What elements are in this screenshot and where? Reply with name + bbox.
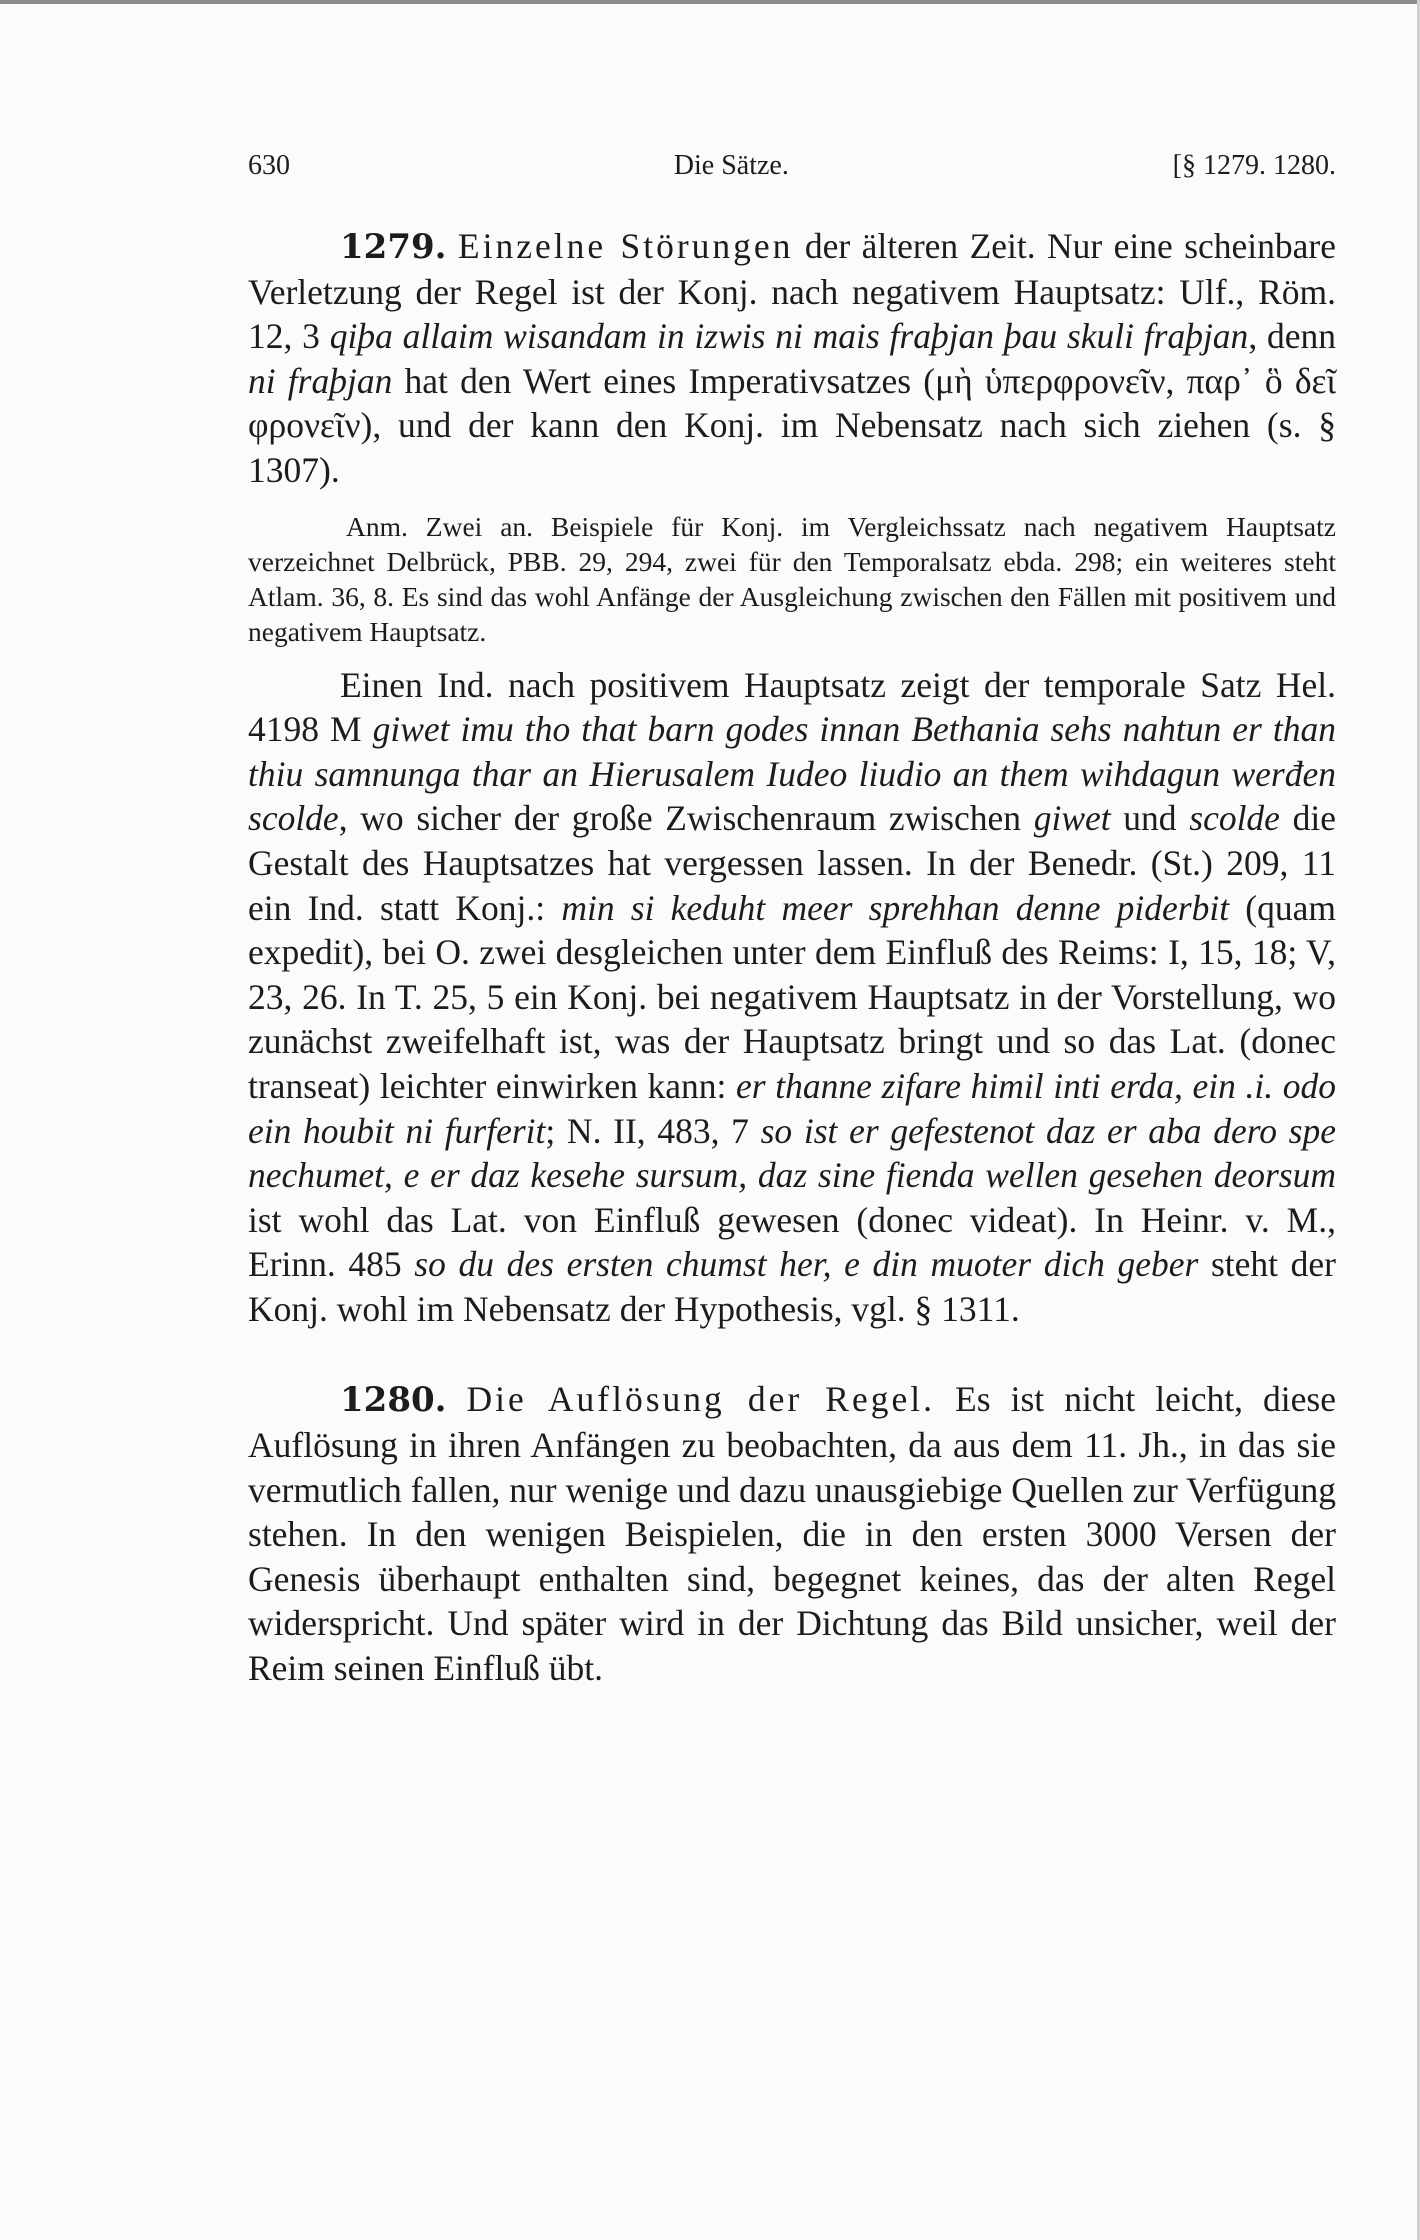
text-run: steht der Konj. wohl im Nebensatz der Hypothesis, vgl. § 1311. [248, 1244, 1336, 1329]
text-run: die Gestalt des Hauptsatzes hat vergessen lassen. In der Benedr. (St.) 209, 11 ein Ind. statt Konj.: [248, 798, 1337, 928]
quoted-word: giwet [1033, 798, 1111, 839]
old-saxon-quote: giwet imu tho that barn godes innan Bethania sehs nahtun er than thiu samnunga thar an Hierusalem Iudeo liudio an them wihdagun werđen scolde [248, 709, 1336, 839]
text-run: , denn [1248, 316, 1336, 357]
tatian-quote: er thanne zifare himil inti erda, ein .i. odo ein houbit ni furferit [248, 1065, 1336, 1151]
gothic-phrase: ni fraþjan [248, 360, 393, 401]
text-run: Es ist nicht leicht, diese Auflösung in ihren Anfängen zu beobachten, da aus dem 11. Jh., in das sie vermutlich fallen, nur wenige und dazu unausgiebige Quellen zur Verfügung stehen. In den wenigen Beispielen, die in den ersten 3000 Versen der Genesis überhaupt enthalten sind, begegnet keines, das der alten Regel widerspricht. Und später wird in der Dichtung das Bild unsicher, weil der Reim seinen Einfluß übt. [248, 1379, 1336, 1689]
scan-edge-top [0, 0, 1420, 4]
section-number-1279: 1279. [340, 227, 447, 267]
page-number: 630 [248, 150, 290, 181]
page-content [248, 146, 1336, 1691]
paragraph-1279-intro [248, 224, 1336, 493]
paragraph-1279-main [248, 663, 1336, 1332]
section-heading-1279: Einzelne Störungen [457, 226, 794, 266]
text-run: und [1110, 798, 1190, 839]
section-reference: [§ 1279. 1280. [1172, 150, 1336, 181]
text-run: ist wohl das Lat. von Einfluß gewesen (donec videat). In Heinr. v. M., Erinn. 485 [248, 1199, 1336, 1285]
text-run: (quam expedit), bei O. zwei desgleichen unter dem Einfluß des Reims: I, 15, 18; V, 23, 26. In T. 25, 5 ein Konj. bei negativem Hauptsatz in der Vorstellung, wo zunächst zweifelhaft ist, was der Hauptsatz bringt und so das Lat. (donec transeat) leichter einwirken kann: [248, 887, 1336, 1106]
section-number-1280: 1280. [340, 1380, 447, 1421]
text-run: ; N. II, 483, 7 [545, 1110, 761, 1151]
gothic-quote: qiþa allaim wisandam in izwis ni mais fraþjan þau skuli fraþjan [329, 316, 1249, 357]
text-run: hat den Wert eines Imperativsatzes (μὴ ὑπερφρονεῖν, παρ᾽ ὃ δεῖ φρονεῖν), und der kann den Konj. im Nebensatz nach sich ziehen (s. § 1307). [248, 360, 1337, 490]
section-heading-1280: Die Auflösung der Regel. [466, 1379, 935, 1420]
notker-quote: so ist er gefestenot daz er aba dero spe nechumet, e er daz kesehe sursum, daz sine fienda wellen gesehen deorsum [248, 1110, 1336, 1196]
text-run: Einen Ind. nach positivem Hauptsatz zeigt der temporale Satz Hel. 4198 M [248, 664, 1336, 750]
running-head [248, 146, 1336, 186]
annotation-note: Anm. Zwei an. Beispiele für Konj. im Vergleichssatz nach negativem Hauptsatz verzeichnet Delbrück, PBB. 29, 294, zwei für den Temporalsatz ebda. 298; ein weiteres steht Atlam. 36, 8. Es sind das wohl Anfänge der Ausgleichung zwischen den Fällen mit positivem und negativem Hauptsatz. [248, 510, 1336, 647]
running-title: Die Sätze. [673, 150, 789, 181]
text-run: , wo sicher der große Zwischenraum zwischen [338, 798, 1034, 839]
section-gap [248, 1331, 1336, 1377]
heinrich-quote: so du des ersten chumst her, e din muoter dich geber [414, 1244, 1199, 1285]
text-run: der älteren Zeit. Nur eine scheinbare Verletzung der Regel ist der Konj. nach negativem Hauptsatz: Ulf., Röm. 12, 3 [248, 226, 1336, 357]
paragraph-1280 [248, 1377, 1336, 1690]
quoted-word: scolde [1189, 798, 1280, 839]
ohg-quote: min si keduht meer sprehhan denne piderbit [561, 887, 1230, 928]
